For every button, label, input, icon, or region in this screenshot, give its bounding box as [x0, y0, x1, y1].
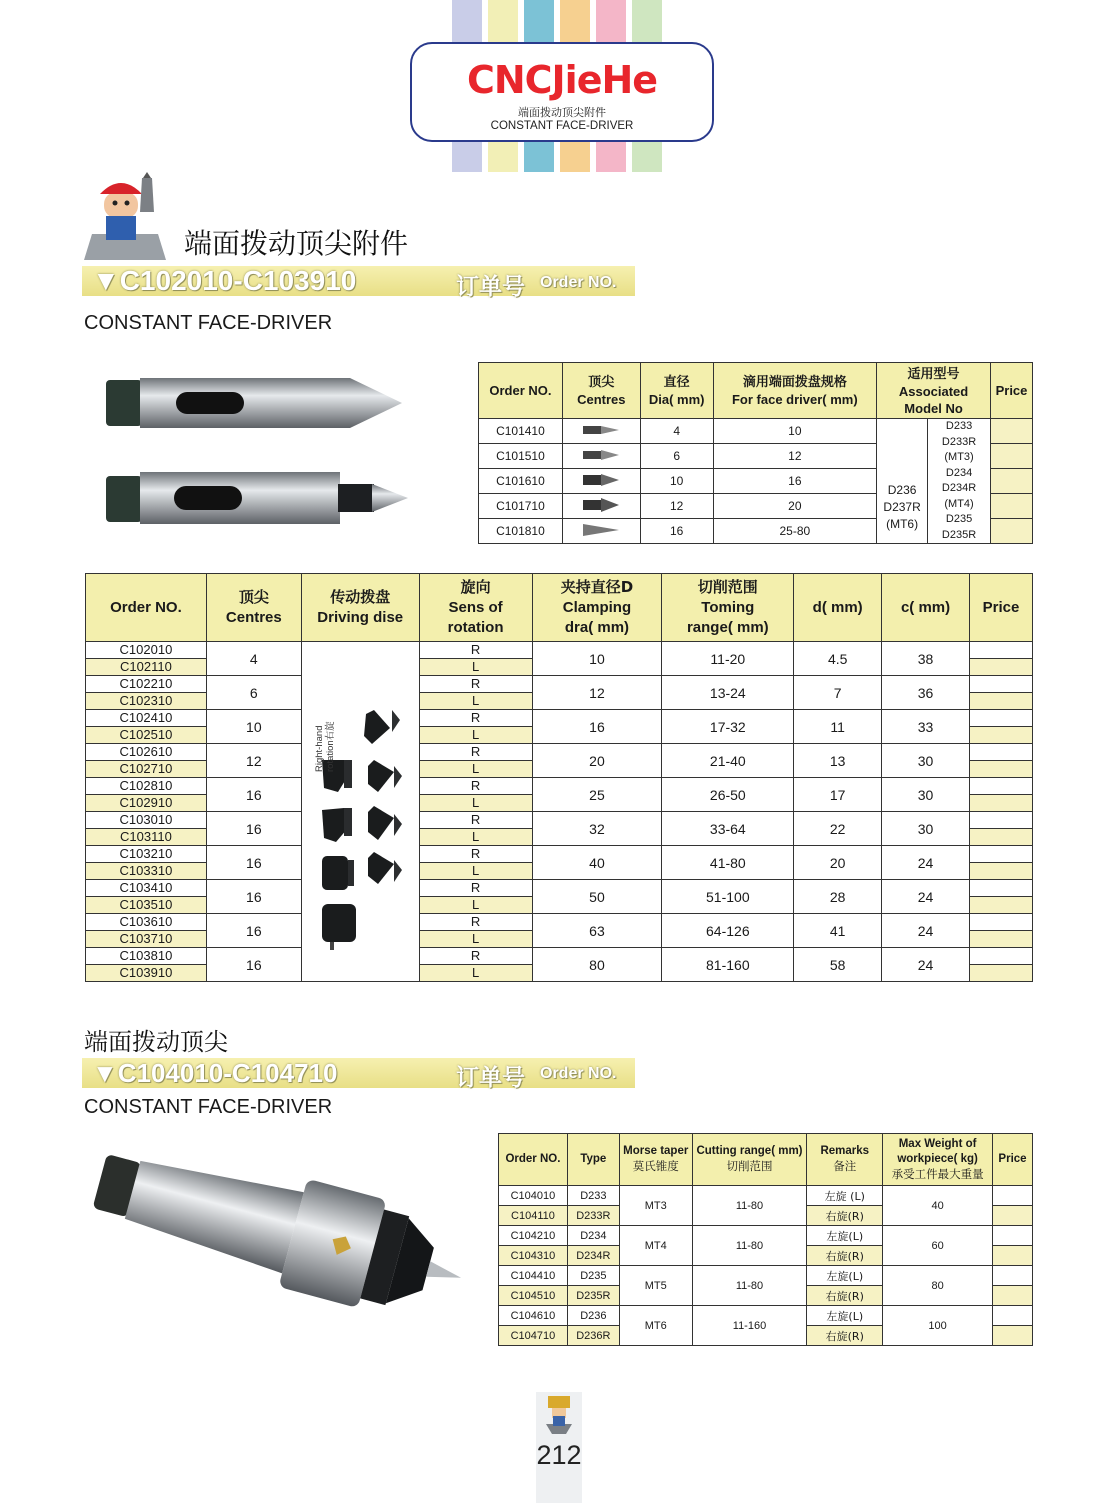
centre-icon [562, 469, 640, 494]
centre-icon [562, 494, 640, 519]
price-cell [969, 863, 1032, 880]
price-cell [969, 710, 1032, 727]
rotation-value: R [419, 914, 532, 931]
col-order: Order NO. [479, 363, 563, 419]
price-cell [991, 494, 1033, 519]
price-cell [969, 727, 1032, 744]
order-number: C104510 [499, 1286, 568, 1306]
centres-value: 16 [206, 778, 301, 812]
clamping-value: 25 [532, 778, 662, 812]
table-row [86, 778, 1033, 795]
order-number: C102810 [86, 778, 207, 795]
max-weight-value: 40 [883, 1186, 993, 1226]
type-value: D234 [567, 1226, 619, 1246]
centres-value: 10 [206, 710, 301, 744]
rotation-note: Right-hand rotation右旋 [314, 721, 336, 772]
order-number: C104110 [499, 1206, 568, 1226]
price-cell [969, 829, 1032, 846]
face-value: 16 [713, 469, 877, 494]
price-cell [992, 1186, 1032, 1206]
rotation-value: L [419, 659, 532, 676]
dia-value: 6 [640, 444, 713, 469]
dia-value: 16 [640, 519, 713, 544]
c-value: 33 [882, 710, 970, 744]
remark-value: 右旋(R) [807, 1286, 883, 1306]
cutting-range-value: 11-80 [692, 1266, 807, 1306]
section1-order-label-en: Order NO. [540, 274, 617, 291]
rotation-value: R [419, 846, 532, 863]
order-number: C101510 [479, 444, 563, 469]
c-value: 36 [882, 676, 970, 710]
price-cell [969, 659, 1032, 676]
table-row [86, 914, 1033, 931]
type-value: D235 [567, 1266, 619, 1286]
col-centres: 顶尖 Centres [206, 574, 301, 642]
order-number: C103910 [86, 965, 207, 982]
morse-value: MT6 [619, 1306, 692, 1346]
toming-range-value: 11-20 [662, 642, 794, 676]
d-value: 20 [794, 846, 882, 880]
clamping-value: 16 [532, 710, 662, 744]
table-row [86, 710, 1033, 727]
order-number: C102110 [86, 659, 207, 676]
table-row [86, 948, 1033, 965]
col-remarks: Remarks 备注 [807, 1134, 883, 1186]
section1-order-range: ▼C102010-C103910 [92, 265, 357, 296]
max-weight-value: 80 [883, 1266, 993, 1306]
order-number: C103310 [86, 863, 207, 880]
col-price: Price [969, 574, 1032, 642]
price-cell [969, 846, 1032, 863]
rotation-value: L [419, 965, 532, 982]
page-number: 212 [536, 1440, 582, 1470]
order-number: C102010 [86, 642, 207, 659]
section2-order-range: ▼C104010-C104710 [92, 1058, 338, 1088]
rotation-value: R [419, 880, 532, 897]
col-driving-dise: 传动拨盘 Driving dise [301, 574, 419, 642]
order-number: C104410 [499, 1266, 568, 1286]
price-cell [992, 1306, 1032, 1326]
morse-value: MT5 [619, 1266, 692, 1306]
face-value: 20 [713, 494, 877, 519]
centres-value: 4 [206, 642, 301, 676]
toming-range-value: 51-100 [662, 880, 794, 914]
order-number: C103710 [86, 931, 207, 948]
order-number: C102910 [86, 795, 207, 812]
price-cell [969, 965, 1032, 982]
order-number: C101810 [479, 519, 563, 544]
centre-photo-long [102, 462, 412, 536]
rotation-value: R [419, 710, 532, 727]
table-row [86, 880, 1033, 897]
clamping-value: 12 [532, 676, 662, 710]
price-cell [969, 897, 1032, 914]
price-cell [991, 419, 1033, 444]
price-cell [969, 676, 1032, 693]
centres-value: 16 [206, 948, 301, 982]
d-value: 11 [794, 710, 882, 744]
clamping-value: 63 [532, 914, 662, 948]
type-value: D234R [567, 1246, 619, 1266]
order-number: C102210 [86, 676, 207, 693]
cutting-range-value: 11-160 [692, 1306, 807, 1346]
clamping-value: 50 [532, 880, 662, 914]
table-row [499, 1306, 1033, 1326]
centres-value: 12 [206, 744, 301, 778]
logo-subtitle-en: CONSTANT FACE-DRIVER [490, 120, 634, 132]
clamping-value: 80 [532, 948, 662, 982]
rotation-value: L [419, 727, 532, 744]
price-cell [992, 1326, 1032, 1346]
model-cell: D236 D237R (MT6) D233 D233R (MT3) D234 D234R (MT4) D235 D235R [877, 419, 991, 544]
rotation-value: R [419, 812, 532, 829]
section2-title-cn: 端面拨动顶尖 [84, 1028, 228, 1056]
order-number: C103510 [86, 897, 207, 914]
order-number: C104710 [499, 1326, 568, 1346]
order-number: C101610 [479, 469, 563, 494]
rotation-value: L [419, 931, 532, 948]
clamping-value: 20 [532, 744, 662, 778]
col-morse: Morse taper 莫氏锥度 [619, 1134, 692, 1186]
type-value: D235R [567, 1286, 619, 1306]
cutting-range-value: 11-80 [692, 1226, 807, 1266]
face-value: 25-80 [713, 519, 877, 544]
remark-value: 左旋 (L) [807, 1186, 883, 1206]
centres-value: 16 [206, 880, 301, 914]
price-cell [969, 795, 1032, 812]
rotation-value: R [419, 676, 532, 693]
dia-value: 4 [640, 419, 713, 444]
rotation-value: L [419, 761, 532, 778]
price-cell [991, 469, 1033, 494]
brand-logo: CNCJieHe [466, 58, 658, 102]
d-value: 13 [794, 744, 882, 778]
centres-value: 16 [206, 846, 301, 880]
table-row [86, 676, 1033, 693]
remark-value: 右旋(R) [807, 1246, 883, 1266]
col-price: Price [992, 1134, 1032, 1186]
centre-icon [562, 419, 640, 444]
toming-range-value: 17-32 [662, 710, 794, 744]
price-cell [969, 761, 1032, 778]
table-row [499, 1186, 1033, 1206]
col-dia: 直径 Dia( mm) [640, 363, 713, 419]
price-cell [969, 948, 1032, 965]
toming-range-value: 41-80 [662, 846, 794, 880]
mascot-icon [82, 172, 168, 262]
table-row [499, 1226, 1033, 1246]
order-number: C101710 [479, 494, 563, 519]
rotation-value: L [419, 693, 532, 710]
order-number: C101410 [479, 419, 563, 444]
table-row [86, 846, 1033, 863]
order-number: C103110 [86, 829, 207, 846]
order-number: C103610 [86, 914, 207, 931]
price-cell [992, 1206, 1032, 1226]
price-cell [992, 1246, 1032, 1266]
toming-range-value: 21-40 [662, 744, 794, 778]
table-driving-dise [85, 573, 1033, 982]
toming-range-value: 13-24 [662, 676, 794, 710]
max-weight-value: 100 [883, 1306, 993, 1346]
remark-value: 左旋(L) [807, 1266, 883, 1286]
c-value: 24 [882, 914, 970, 948]
price-cell [992, 1286, 1032, 1306]
col-order: Order NO. [86, 574, 207, 642]
rotation-value: L [419, 863, 532, 880]
face-value: 10 [713, 419, 877, 444]
section1-subtitle-en: CONSTANT FACE-DRIVER [84, 312, 333, 334]
price-cell [969, 744, 1032, 761]
section1-order-label-cn: 订单号 [456, 274, 525, 300]
dia-value: 12 [640, 494, 713, 519]
rotation-value: R [419, 642, 532, 659]
max-weight-value: 60 [883, 1226, 993, 1266]
c-value: 30 [882, 778, 970, 812]
order-number: C103810 [86, 948, 207, 965]
order-number: C104310 [499, 1246, 568, 1266]
toming-range-value: 33-64 [662, 812, 794, 846]
c-value: 30 [882, 744, 970, 778]
order-number: C103410 [86, 880, 207, 897]
order-number: C104210 [499, 1226, 568, 1246]
rotation-value: R [419, 744, 532, 761]
clamping-value: 10 [532, 642, 662, 676]
order-number: C103210 [86, 846, 207, 863]
clamping-value: 40 [532, 846, 662, 880]
col-max-weight: Max Weight of workpiece( kg) 承受工件最大重量 [883, 1134, 993, 1186]
type-value: D236R [567, 1326, 619, 1346]
remark-value: 右旋(R) [807, 1206, 883, 1226]
d-value: 28 [794, 880, 882, 914]
col-centres: 顶尖 Centres [562, 363, 640, 419]
remark-value: 左旋(L) [807, 1306, 883, 1326]
d-value: 22 [794, 812, 882, 846]
c-value: 24 [882, 948, 970, 982]
price-cell [992, 1266, 1032, 1286]
face-driver-photo [82, 1150, 482, 1320]
d-value: 17 [794, 778, 882, 812]
brand-logo-box [410, 42, 714, 142]
d-value: 41 [794, 914, 882, 948]
footer-mascot-icon [544, 1394, 574, 1434]
c-value: 24 [882, 846, 970, 880]
type-value: D233R [567, 1206, 619, 1226]
morse-value: MT3 [619, 1186, 692, 1226]
col-model: 适用型号 Associated Model No [877, 363, 991, 419]
driving-dise-images [308, 696, 420, 958]
toming-range-value: 26-50 [662, 778, 794, 812]
clamping-value: 32 [532, 812, 662, 846]
section2-order-label-en: Order NO. [540, 1065, 617, 1082]
order-number: C102310 [86, 693, 207, 710]
cutting-range-value: 11-80 [692, 1186, 807, 1226]
table-face-driver [498, 1133, 1033, 1346]
col-order: Order NO. [499, 1134, 568, 1186]
col-c: c( mm) [882, 574, 970, 642]
table-row [479, 419, 1033, 444]
d-value: 58 [794, 948, 882, 982]
rotation-value: L [419, 829, 532, 846]
section2-subtitle-en: CONSTANT FACE-DRIVER [84, 1096, 333, 1118]
dia-value: 10 [640, 469, 713, 494]
order-number: C104010 [499, 1186, 568, 1206]
centres-value: 16 [206, 914, 301, 948]
toming-range-value: 64-126 [662, 914, 794, 948]
price-cell [992, 1226, 1032, 1246]
col-d: d( mm) [794, 574, 882, 642]
face-value: 12 [713, 444, 877, 469]
d-value: 4.5 [794, 642, 882, 676]
col-face-driver: 滴用端面拨盘规格 For face driver( mm) [713, 363, 877, 419]
price-cell [991, 519, 1033, 544]
price-cell [969, 693, 1032, 710]
centre-icon [562, 444, 640, 469]
d-value: 7 [794, 676, 882, 710]
price-cell [969, 778, 1032, 795]
c-value: 24 [882, 880, 970, 914]
order-number: C102710 [86, 761, 207, 778]
rotation-value: L [419, 897, 532, 914]
table-row [86, 812, 1033, 829]
remark-value: 右旋(R) [807, 1326, 883, 1346]
price-cell [969, 812, 1032, 829]
centres-value: 16 [206, 812, 301, 846]
order-number: C103010 [86, 812, 207, 829]
col-toming-range: 切削范围 Toming range( mm) [662, 574, 794, 642]
table-row [499, 1266, 1033, 1286]
logo-subtitle-cn: 端面拨动顶尖附件 [518, 106, 606, 119]
type-value: D236 [567, 1306, 619, 1326]
col-clamping: 夹持直径D Clamping dra( mm) [532, 574, 662, 642]
centre-icon [562, 519, 640, 544]
price-cell [969, 914, 1032, 931]
price-cell [969, 880, 1032, 897]
type-value: D233 [567, 1186, 619, 1206]
col-type: Type [567, 1134, 619, 1186]
price-cell [991, 444, 1033, 469]
section1-title-cn: 端面拨动顶尖附件 [184, 227, 409, 260]
table-centres-small [478, 362, 1033, 544]
table-row [86, 744, 1033, 761]
toming-range-value: 81-160 [662, 948, 794, 982]
rotation-value: L [419, 795, 532, 812]
col-price: Price [991, 363, 1033, 419]
centre-photo-short [102, 368, 412, 438]
price-cell [969, 931, 1032, 948]
remark-value: 左旋(L) [807, 1226, 883, 1246]
rotation-value: R [419, 778, 532, 795]
morse-value: MT4 [619, 1226, 692, 1266]
order-number: C102410 [86, 710, 207, 727]
price-cell [969, 642, 1032, 659]
order-number: C104610 [499, 1306, 568, 1326]
table-row [86, 642, 1033, 659]
col-cutting-range: Cutting range( mm) 切削范围 [692, 1134, 807, 1186]
c-value: 38 [882, 642, 970, 676]
rotation-value: R [419, 948, 532, 965]
section2-order-label-cn: 订单号 [456, 1065, 525, 1091]
order-number: C102510 [86, 727, 207, 744]
centres-value: 6 [206, 676, 301, 710]
col-rotation: 旋向 Sens of rotation [419, 574, 532, 642]
c-value: 30 [882, 812, 970, 846]
order-number: C102610 [86, 744, 207, 761]
